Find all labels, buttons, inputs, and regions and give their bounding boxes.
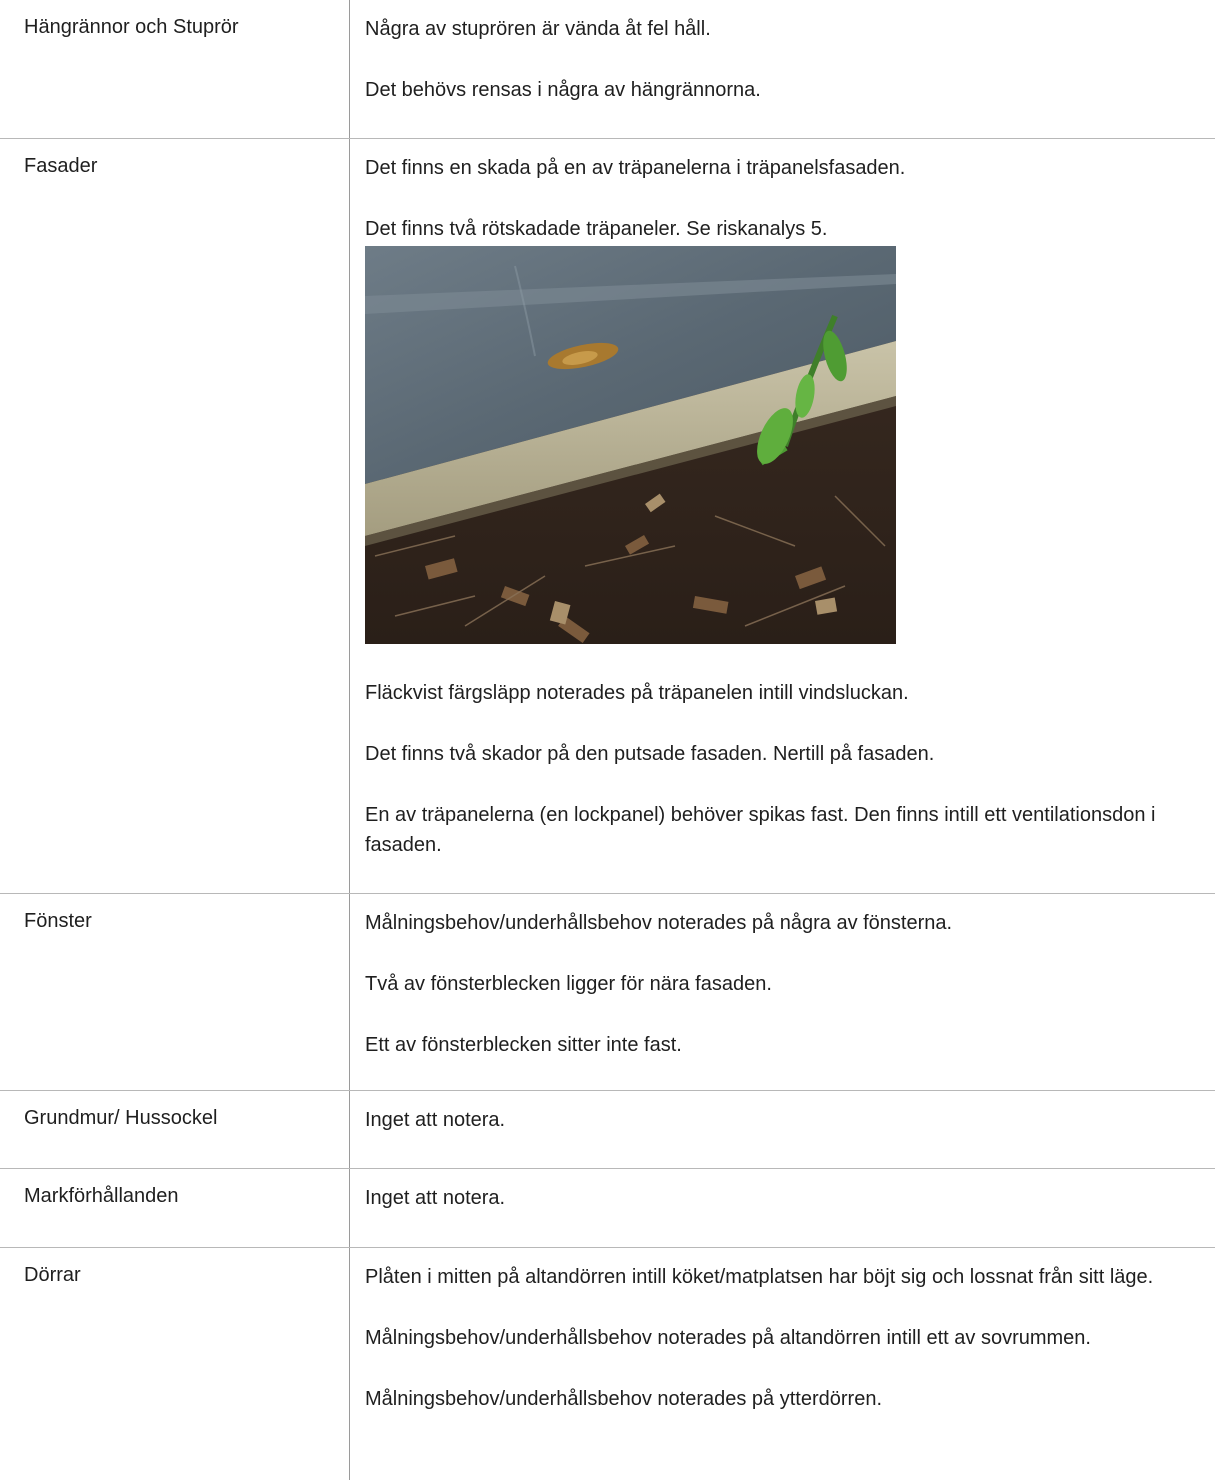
row-content: [365, 1091, 1165, 1135]
table-row-fonster: [0, 894, 1215, 1091]
note-text: Plåten i mitten på altandörren intill köket/matplatsen har böjt sig och lossnat från sitt läge.: [365, 1266, 1154, 1288]
table-row-hangrannor: [0, 0, 1215, 139]
note-text: Två av fönsterblecken ligger för nära fasaden.: [365, 973, 772, 995]
row-label: Hängrännor och Stuprör: [24, 16, 239, 38]
row-label: Fasader: [24, 155, 98, 177]
row-content: [365, 0, 1165, 105]
column-divider: [349, 1169, 350, 1247]
rot-damaged-wood-panel-photo: [365, 246, 896, 644]
note-text: Inget att notera.: [365, 1109, 506, 1131]
row-label: Fönster: [24, 910, 92, 932]
table-row-dorrar: [0, 1248, 1215, 1480]
note-text: Målningsbehov/underhållsbehov noterades på ytterdörren.: [365, 1388, 883, 1410]
row-label: Markförhållanden: [24, 1185, 179, 1207]
column-divider: [349, 894, 350, 1090]
note-text: En av träpanelerna (en lockpanel) behöver spikas fast. Den finns intill ett ventilationsdon i fasaden.: [365, 804, 1156, 856]
note-text: Några av stuprören är vända åt fel håll.: [365, 18, 711, 40]
note-text: Det finns två skador på den putsade fasaden. Nertill på fasaden.: [365, 743, 935, 765]
row-label: Grundmur/ Hussockel: [24, 1107, 218, 1129]
note-text: Ett av fönsterblecken sitter inte fast.: [365, 1034, 682, 1056]
column-divider: [349, 139, 350, 893]
note-text: Målningsbehov/underhållsbehov noterades på altandörren intill ett av sovrummen.: [365, 1327, 1091, 1349]
row-content: [365, 139, 1165, 860]
note-text: Inget att notera.: [365, 1187, 506, 1209]
column-divider: [349, 1091, 350, 1168]
table-row-markforhallanden: [0, 1169, 1215, 1248]
row-label: Dörrar: [24, 1264, 81, 1286]
column-divider: [349, 1248, 350, 1480]
column-divider: [349, 0, 350, 138]
row-content: [365, 894, 1165, 1060]
note-text: Det finns två rötskadade träpaneler. Se riskanalys 5.: [365, 218, 828, 240]
row-content: [365, 1169, 1165, 1213]
table-row-grundmur: [0, 1091, 1215, 1169]
table-row-fasader: [0, 139, 1215, 894]
note-text: Det behövs rensas i några av hängrännorna.: [365, 79, 761, 101]
note-text: Det finns en skada på en av träpanelerna i träpanelsfasaden.: [365, 157, 906, 179]
row-content: [365, 1248, 1165, 1414]
note-text: Målningsbehov/underhållsbehov noterades på några av fönsterna.: [365, 912, 953, 934]
note-text: Fläckvist färgsläpp noterades på träpanelen intill vindsluckan.: [365, 682, 909, 704]
